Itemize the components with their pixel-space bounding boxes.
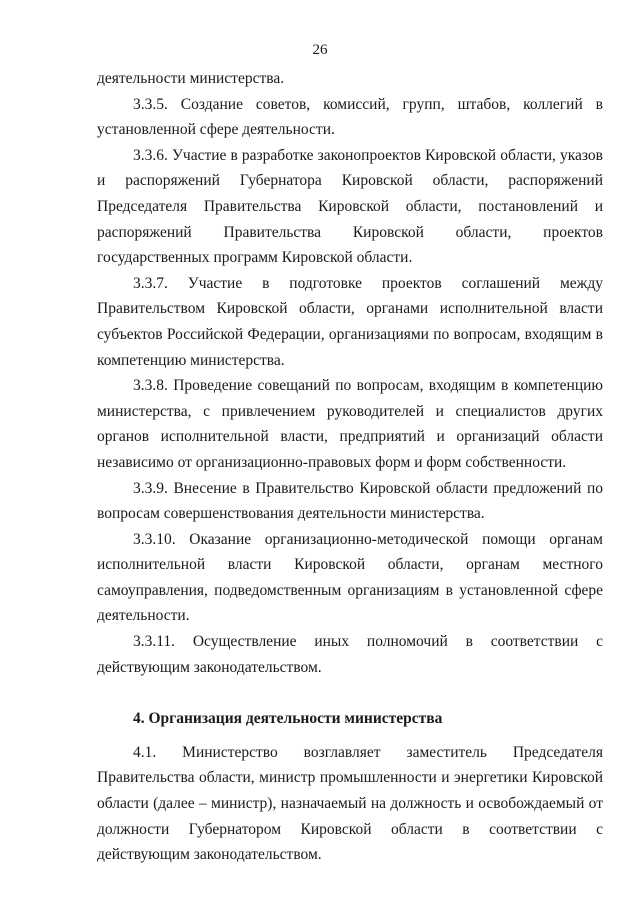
page-number: 26 [312, 42, 328, 58]
paragraph-3-3-11: 3.3.11. Осуществление иных полномочий в соответствии с действующим законодательством. [97, 633, 603, 676]
document-body [97, 66, 603, 868]
paragraph-3-3-10: 3.3.10. Оказание организационно-методической помощи органам исполнительной власти Кировской области, органам местного самоуправления, подведомственным организациям в установленной сфере деятельности. [97, 530, 603, 625]
paragraph-3-3-8: 3.3.8. Проведение совещаний по вопросам, входящим в компетенцию министерства, с привлечением руководителей и специалистов других органов исполнительной власти, предприятий и организаций области независимо от организационно-правовых форм и форм собственности. [97, 377, 603, 471]
paragraph-3-3-9: 3.3.9. Внесение в Правительство Кировской области предложений по вопросам совершенствования деятельности министерства. [97, 479, 603, 523]
paragraph-3-3-5: 3.3.5. Создание советов, комиссий, групп, штабов, коллегий в установленной сфере деятельности. [97, 95, 603, 139]
section-spacer [97, 680, 603, 694]
paragraph-4-1: 4.1. Министерство возглавляет заместитель Председателя Правительства области, министр промышленности и энергетики Кировской области (далее – министр), назначаемый на должность и освобождаемый от должности Губернатором Кировской области в соответствии с действующим законодательством. [97, 743, 603, 864]
section-heading: 4. Организация деятельности министерства [133, 710, 443, 728]
paragraph-3-3-7: 3.3.7. Участие в подготовке проектов соглашений между Правительством Кировской области, органами исполнительной власти субъектов Российской Федерации, организациями по вопросам, входящим в компетенцию министерства. [97, 274, 603, 369]
paragraph-3-3-6: 3.3.6. Участие в разработке законопроектов Кировской области, указов и распоряжений Губернатора Кировской области, распоряжений Председателя Правительства Кировской области, постановлений и распоряжений Правительства Кировской области, проектов государственных программ Кировской области. [97, 146, 603, 267]
paragraph-continuation: деятельности министерства. [97, 70, 285, 87]
